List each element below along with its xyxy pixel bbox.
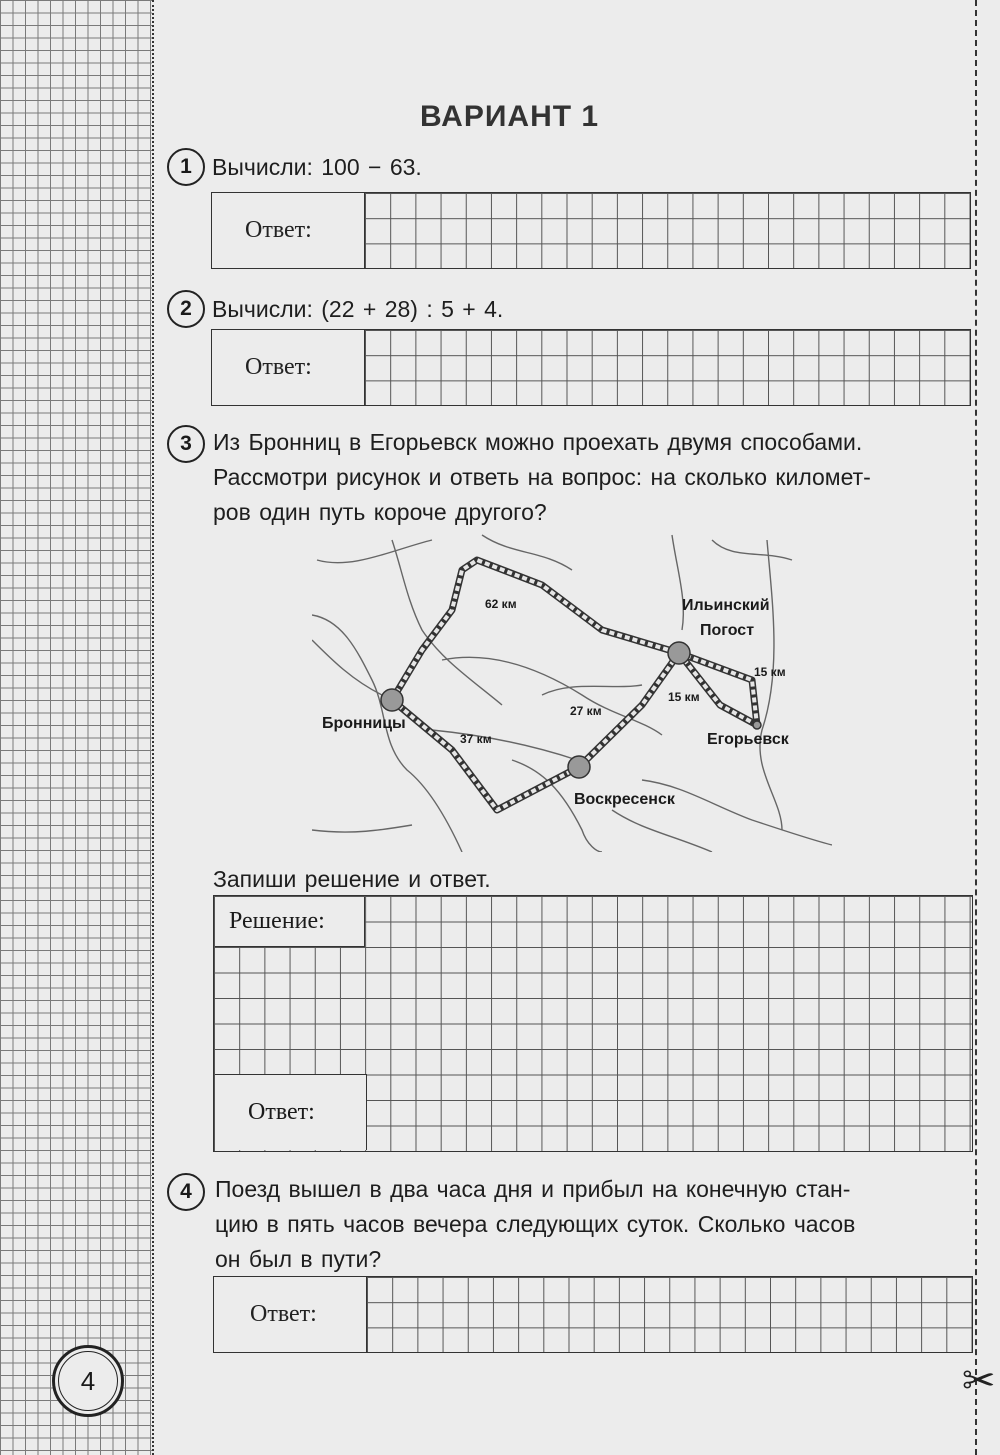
question-3-instruction: Запиши решение и ответ.: [213, 866, 491, 892]
distance-15-lower: 15 км: [668, 690, 700, 704]
question-1-text: Вычисли: 100 − 63.: [212, 154, 422, 180]
page-number: 4: [52, 1345, 124, 1417]
question-1-number: 1: [167, 148, 205, 186]
question-2-number: 2: [167, 290, 205, 328]
scissors-icon: ✂: [962, 1359, 996, 1403]
question-1-answer-grid[interactable]: [364, 193, 970, 268]
label-bronnitsy: Бронницы: [322, 715, 406, 732]
route-map: [312, 530, 832, 852]
label-ilinsky-line2: Погост: [700, 622, 755, 639]
question-2-answer-box[interactable]: [211, 329, 971, 406]
question-1-answer-label: Ответ:: [245, 217, 312, 243]
question-4-number: 4: [167, 1173, 205, 1211]
question-3-line-1: Из Бронниц в Егорьевск можно проехать двумя способами.: [213, 429, 863, 455]
question-4-line-3: он был в пути?: [215, 1246, 382, 1272]
question-3-number: 3: [167, 425, 205, 463]
question-2-answer-grid[interactable]: [364, 330, 970, 405]
city-marker-ilinsky: [668, 642, 690, 664]
question-3-answer-label: Ответ:: [215, 1074, 367, 1150]
question-3-line-3: ров один путь короче другого?: [213, 499, 547, 525]
city-marker-voskresensk: [568, 756, 590, 778]
question-2-text: Вычисли: (22 + 28) : 5 + 4.: [212, 296, 504, 322]
question-4-line-2: цию в пять часов вечера следующих суток. Сколько часов: [215, 1211, 856, 1237]
distance-27: 27 км: [570, 704, 602, 718]
cut-line: [975, 0, 977, 1455]
distance-62: 62 км: [485, 597, 517, 611]
label-ilinsky-line1: Ильинский: [682, 597, 770, 614]
question-3-text: [213, 425, 973, 530]
question-3-solution-label: Решение:: [215, 897, 365, 947]
distance-15-upper: 15 км: [754, 665, 786, 679]
label-voskresensk: Воскресенск: [574, 791, 675, 808]
distance-37: 37 км: [460, 732, 492, 746]
margin-border-line: [152, 0, 154, 1455]
page-title: ВАРИАНТ 1: [420, 100, 600, 133]
label-egorevsk: Егорьевск: [707, 731, 789, 748]
question-4-answer-box[interactable]: [213, 1276, 973, 1353]
question-4-answer-grid[interactable]: [366, 1277, 972, 1352]
question-1-answer-box[interactable]: [211, 192, 971, 269]
question-3-solution-box[interactable]: [213, 895, 973, 1152]
question-4-text: [215, 1172, 975, 1277]
city-marker-egorevsk: [753, 721, 761, 729]
question-4-answer-label: Ответ:: [250, 1301, 317, 1327]
city-marker-bronnitsy: [381, 689, 403, 711]
question-4-line-1: Поезд вышел в два часа дня и прибыл на конечную стан-: [215, 1176, 851, 1202]
question-2-answer-label: Ответ:: [245, 354, 312, 380]
question-3-line-2: Рассмотри рисунок и ответь на вопрос: на сколько километ-: [213, 464, 871, 490]
margin-grid: [0, 0, 152, 1455]
